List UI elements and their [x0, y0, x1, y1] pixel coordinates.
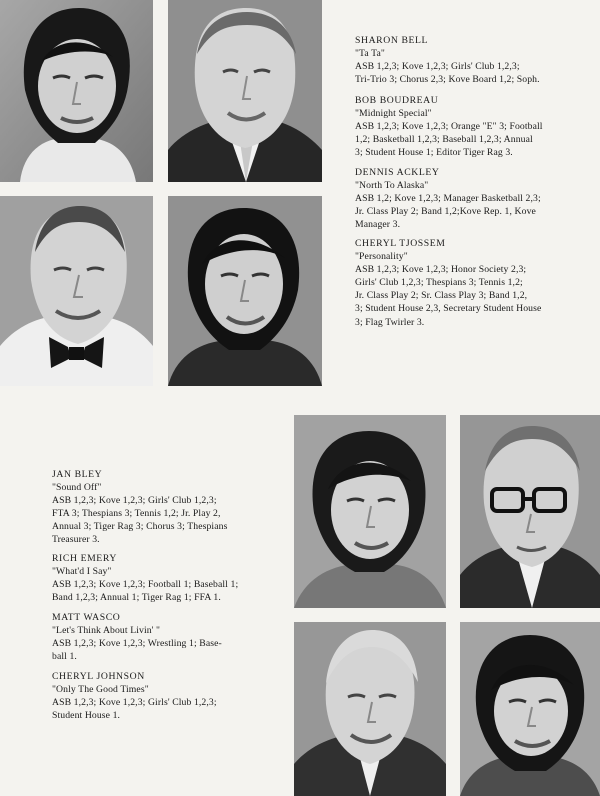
student-name: DENNIS ACKLEY	[355, 167, 440, 178]
bio-jan-bley	[52, 468, 287, 547]
student-activities: ASB 1,2,3; Kove 1,2,3; Girls' Club 1,2,3; Tri-Trio 3; Chorus 2,3; Kove Board 1,2; Soph.	[355, 61, 540, 86]
bio-sharon-bell	[355, 34, 595, 86]
student-name: RICH EMERY	[52, 553, 117, 564]
bio-dennis-ackley	[355, 166, 595, 231]
student-name: CHERYL JOHNSON	[52, 671, 145, 682]
student-nickname: "Sound Off"	[52, 482, 102, 494]
student-name: SHARON BELL	[355, 35, 429, 46]
student-nickname: "Midnight Special"	[355, 108, 432, 120]
bio-rich-emery	[52, 552, 287, 604]
portrait-sharon-bell	[0, 0, 153, 182]
student-nickname: "Personality"	[355, 251, 408, 263]
student-nickname: "What'd I Say"	[52, 566, 112, 578]
student-nickname: "North To Alaska"	[355, 180, 429, 192]
student-activities: ASB 1,2,3; Kove 1,2,3; Girls' Club 1,2,3; Student House 1.	[52, 697, 217, 722]
student-name: JAN BLEY	[52, 469, 103, 480]
student-activities: ASB 1,2,3; Kove 1,2,3; Wrestling 1; Base- ball 1.	[52, 638, 222, 663]
student-name: CHERYL TJOSSEM	[355, 238, 446, 249]
student-activities: ASB 1,2; Kove 1,2,3; Manager Basketball 2,3; Jr. Class Play 2; Band 1,2;Kove Rep. 1, Kove Manager 3.	[355, 193, 541, 231]
bio-matt-wasco	[52, 611, 287, 663]
student-name: BOB BOUDREAU	[355, 95, 439, 106]
portrait-bob-boudreau	[168, 0, 322, 182]
student-name: MATT WASCO	[52, 612, 121, 623]
student-activities: ASB 1,2,3; Kove 1,2,3; Honor Society 2,3; Girls' Club 1,2,3; Thespians 3; Tennis 1,2; Jr. Class Play 2; Sr. Class Play 3; Band 1,2, 3; Student House 2,3, Secretary Student House 3; Flag Twirler 3.	[355, 264, 542, 328]
student-nickname: "Ta Ta"	[355, 48, 385, 60]
student-activities: ASB 1,2,3; Kove 1,2,3; Football 1; Baseball 1; Band 1,2,3; Annual 1; Tiger Rag 1; FFA 1.	[52, 579, 239, 604]
student-nickname: "Let's Think About Livin' "	[52, 625, 161, 637]
portrait-dennis-ackley	[0, 196, 153, 386]
bio-cheryl-tjossem	[355, 237, 595, 329]
student-activities: ASB 1,2,3; Kove 1,2,3; Orange "E" 3; Football 1,2; Basketball 1,2,3; Baseball 1,2,3; Annual 3; Student House 1; Editor Tiger Rag 3.	[355, 121, 543, 159]
bio-bob-boudreau	[355, 94, 595, 159]
student-nickname: "Only The Good Times"	[52, 684, 149, 696]
portrait-rich-emery	[460, 415, 600, 608]
portrait-cheryl-johnson	[460, 622, 600, 796]
bio-cheryl-johnson	[52, 670, 287, 722]
portrait-cheryl-tjossem	[168, 196, 322, 386]
portrait-matt-wasco	[294, 622, 446, 796]
portrait-jan-bley	[294, 415, 446, 608]
student-activities: ASB 1,2,3; Kove 1,2,3; Girls' Club 1,2,3; FTA 3; Thespians 3; Tennis 1,2; Jr. Play 2, Annual 3; Tiger Rag 3; Chorus 3; Thespians Treasurer 3.	[52, 495, 228, 546]
